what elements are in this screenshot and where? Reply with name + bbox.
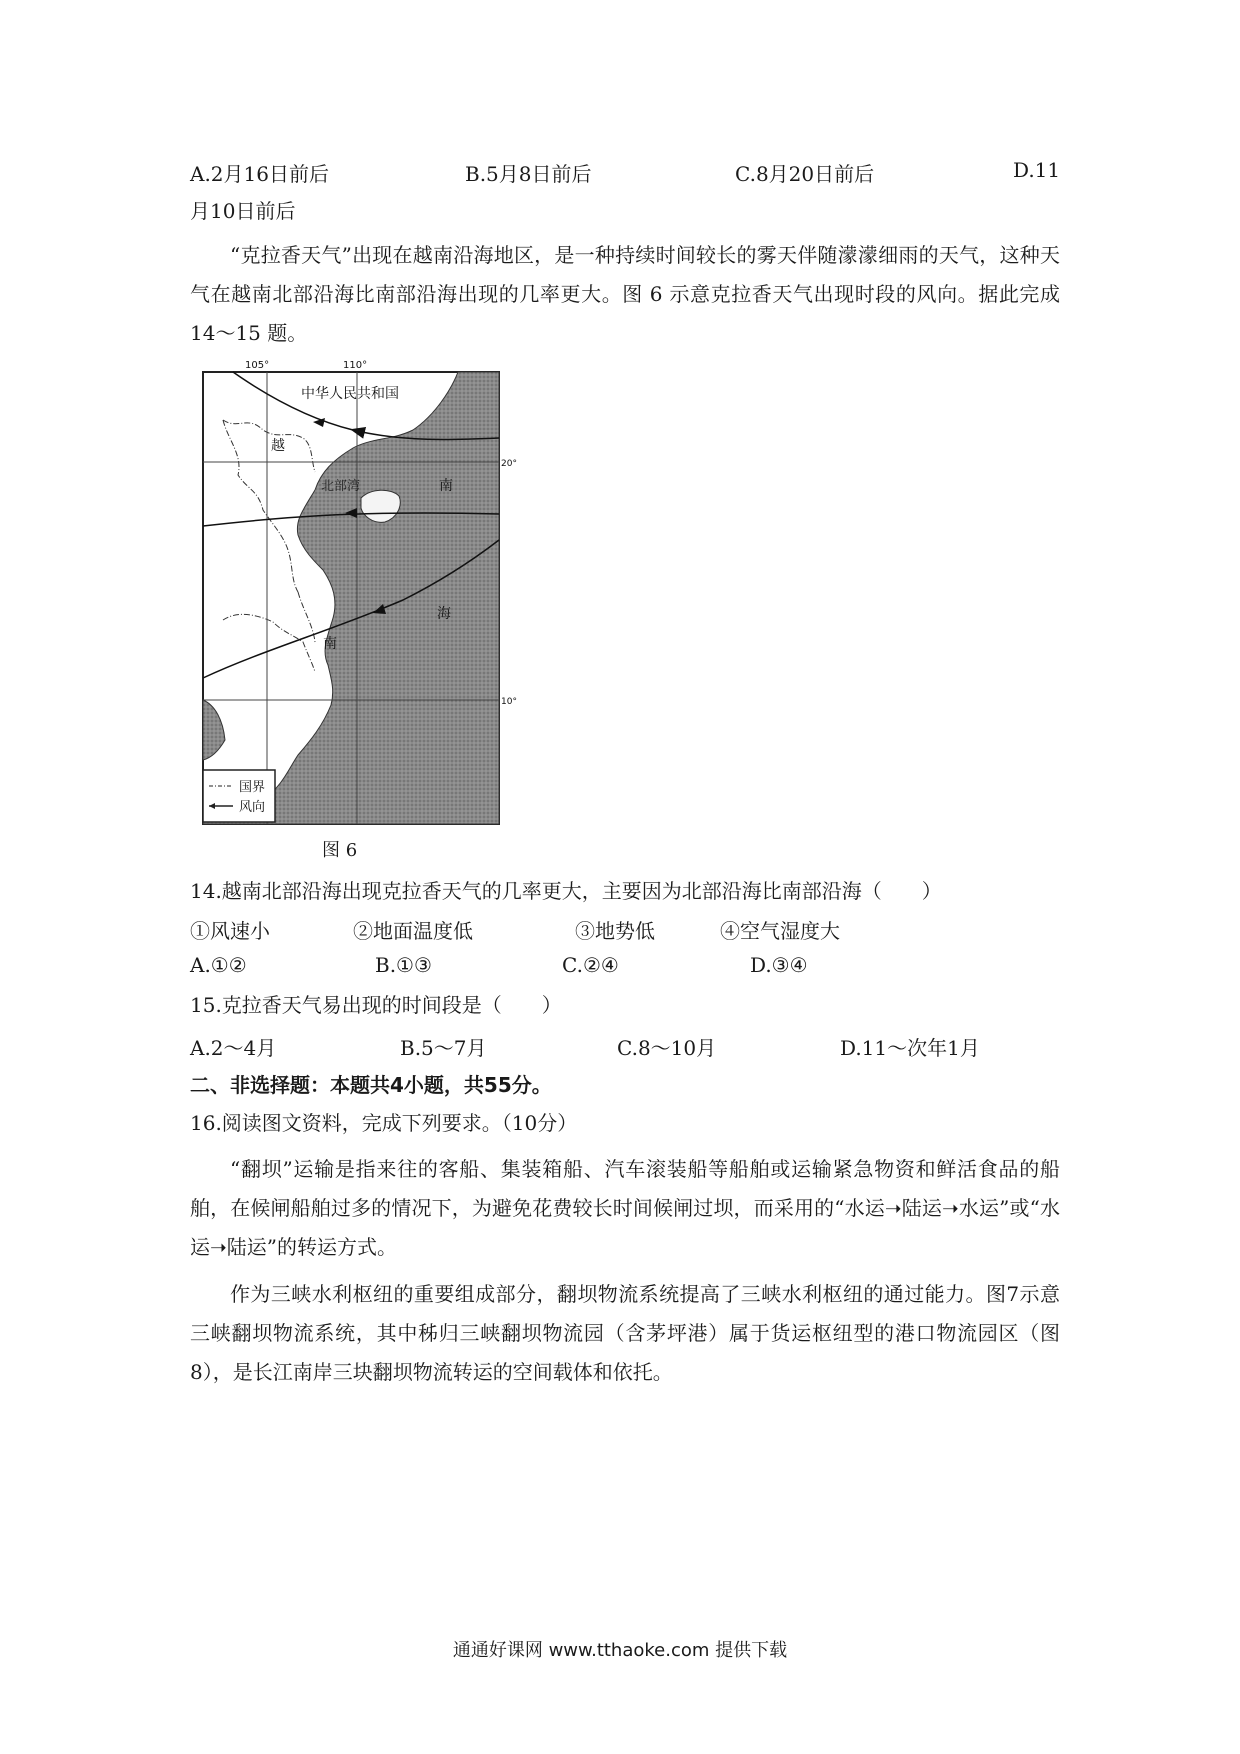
label-yue: 越 <box>271 438 285 454</box>
q13-option-c: C.8月20日前后 <box>735 162 875 186</box>
q13-option-d: D.11 <box>1013 158 1061 182</box>
q13-options <box>190 158 1060 188</box>
q16-stem: 16.阅读图文资料，完成下列要求。（10分） <box>190 1111 578 1135</box>
q14-option-b: B.①③ <box>375 953 432 977</box>
q14-item-4: ④空气湿度大 <box>720 919 840 943</box>
intro-paragraph <box>190 236 1060 353</box>
label-beibu-gulf: 北部湾 <box>321 479 361 494</box>
q14-item-3: ③地势低 <box>575 919 655 943</box>
q14-items <box>190 915 1060 945</box>
lat-label-20: 20° <box>501 459 517 469</box>
lon-label-105: 105° <box>245 360 270 371</box>
label-sea-hai: 海 <box>437 606 451 622</box>
q16-paragraph-2: 作为三峡水利枢纽的重要组成部分，翻坝物流系统提高了三峡水利枢纽的通过能力。图7示意三峡翻坝物流系统，其中秭归三峡翻坝物流园（含茅坪港）属于货运枢纽型的港口物流园区（图8），是长江南岸三块翻坝物流转运的空间载体和依托。 <box>190 1282 1060 1384</box>
q14-options <box>190 953 1060 983</box>
figure6-map <box>203 360 517 836</box>
q14-item-2: ②地面温度低 <box>353 919 473 943</box>
intro-text: “克拉香天气”出现在越南沿海地区，是一种持续时间较长的雾天伴随濛濛细雨的天气，这种天气在越南北部沿海比南部沿海出现的几率更大。图 6 示意克拉香天气出现时段的风向。据此完成 14～15 题。 <box>190 243 1060 345</box>
page-footer: 通通好课网 www.tthaoke.com 提供下载 <box>452 1640 788 1661</box>
q15-options <box>190 1032 1060 1062</box>
q14-item-1: ①风速小 <box>190 919 270 943</box>
lon-label-110: 110° <box>343 360 368 371</box>
label-china: 中华人民共和国 <box>301 386 399 402</box>
q14-stem: 14.越南北部沿海出现克拉香天气的几率更大，主要因为北部沿海比南部沿海（ ） <box>190 879 942 903</box>
q15-option-b: B.5～7月 <box>400 1036 487 1060</box>
q15-option-d: D.11～次年1月 <box>840 1036 980 1060</box>
legend-wind-label: 风向 <box>239 800 266 815</box>
q14-option-a: A.①② <box>190 953 247 977</box>
q13-option-d-continued: 月10日前后 <box>190 199 296 223</box>
q13-option-a: A.2月16日前后 <box>190 162 329 186</box>
figure6-caption: 图 6 <box>322 840 358 861</box>
q14-option-c: C.②④ <box>562 953 619 977</box>
q15-option-a: A.2～4月 <box>190 1036 277 1060</box>
label-nan: 南 <box>323 636 337 652</box>
section2-heading: 二、非选择题：本题共4小题，共55分。 <box>190 1073 552 1097</box>
q16-paragraph-1: “翻坝”运输是指来往的客船、集装箱船、汽车滚装船等船舶或运输紧急物资和鲜活食品的船舶，在候闸船舶过多的情况下，为避免花费较长时间候闸过坝，而采用的“水运➝陆运➝水运”或“水运➝陆运”的转运方式。 <box>190 1157 1060 1259</box>
lat-label-10: 10° <box>501 697 517 707</box>
q14-option-d: D.③④ <box>750 953 808 977</box>
label-sea-nan: 南 <box>439 478 453 494</box>
q15-stem: 15.克拉香天气易出现的时间段是（ ） <box>190 993 562 1017</box>
q16-body <box>190 1150 1060 1392</box>
q15-option-c: C.8～10月 <box>617 1036 717 1060</box>
q13-option-b: B.5月8日前后 <box>465 162 592 186</box>
legend-border-label: 国界 <box>239 780 266 795</box>
